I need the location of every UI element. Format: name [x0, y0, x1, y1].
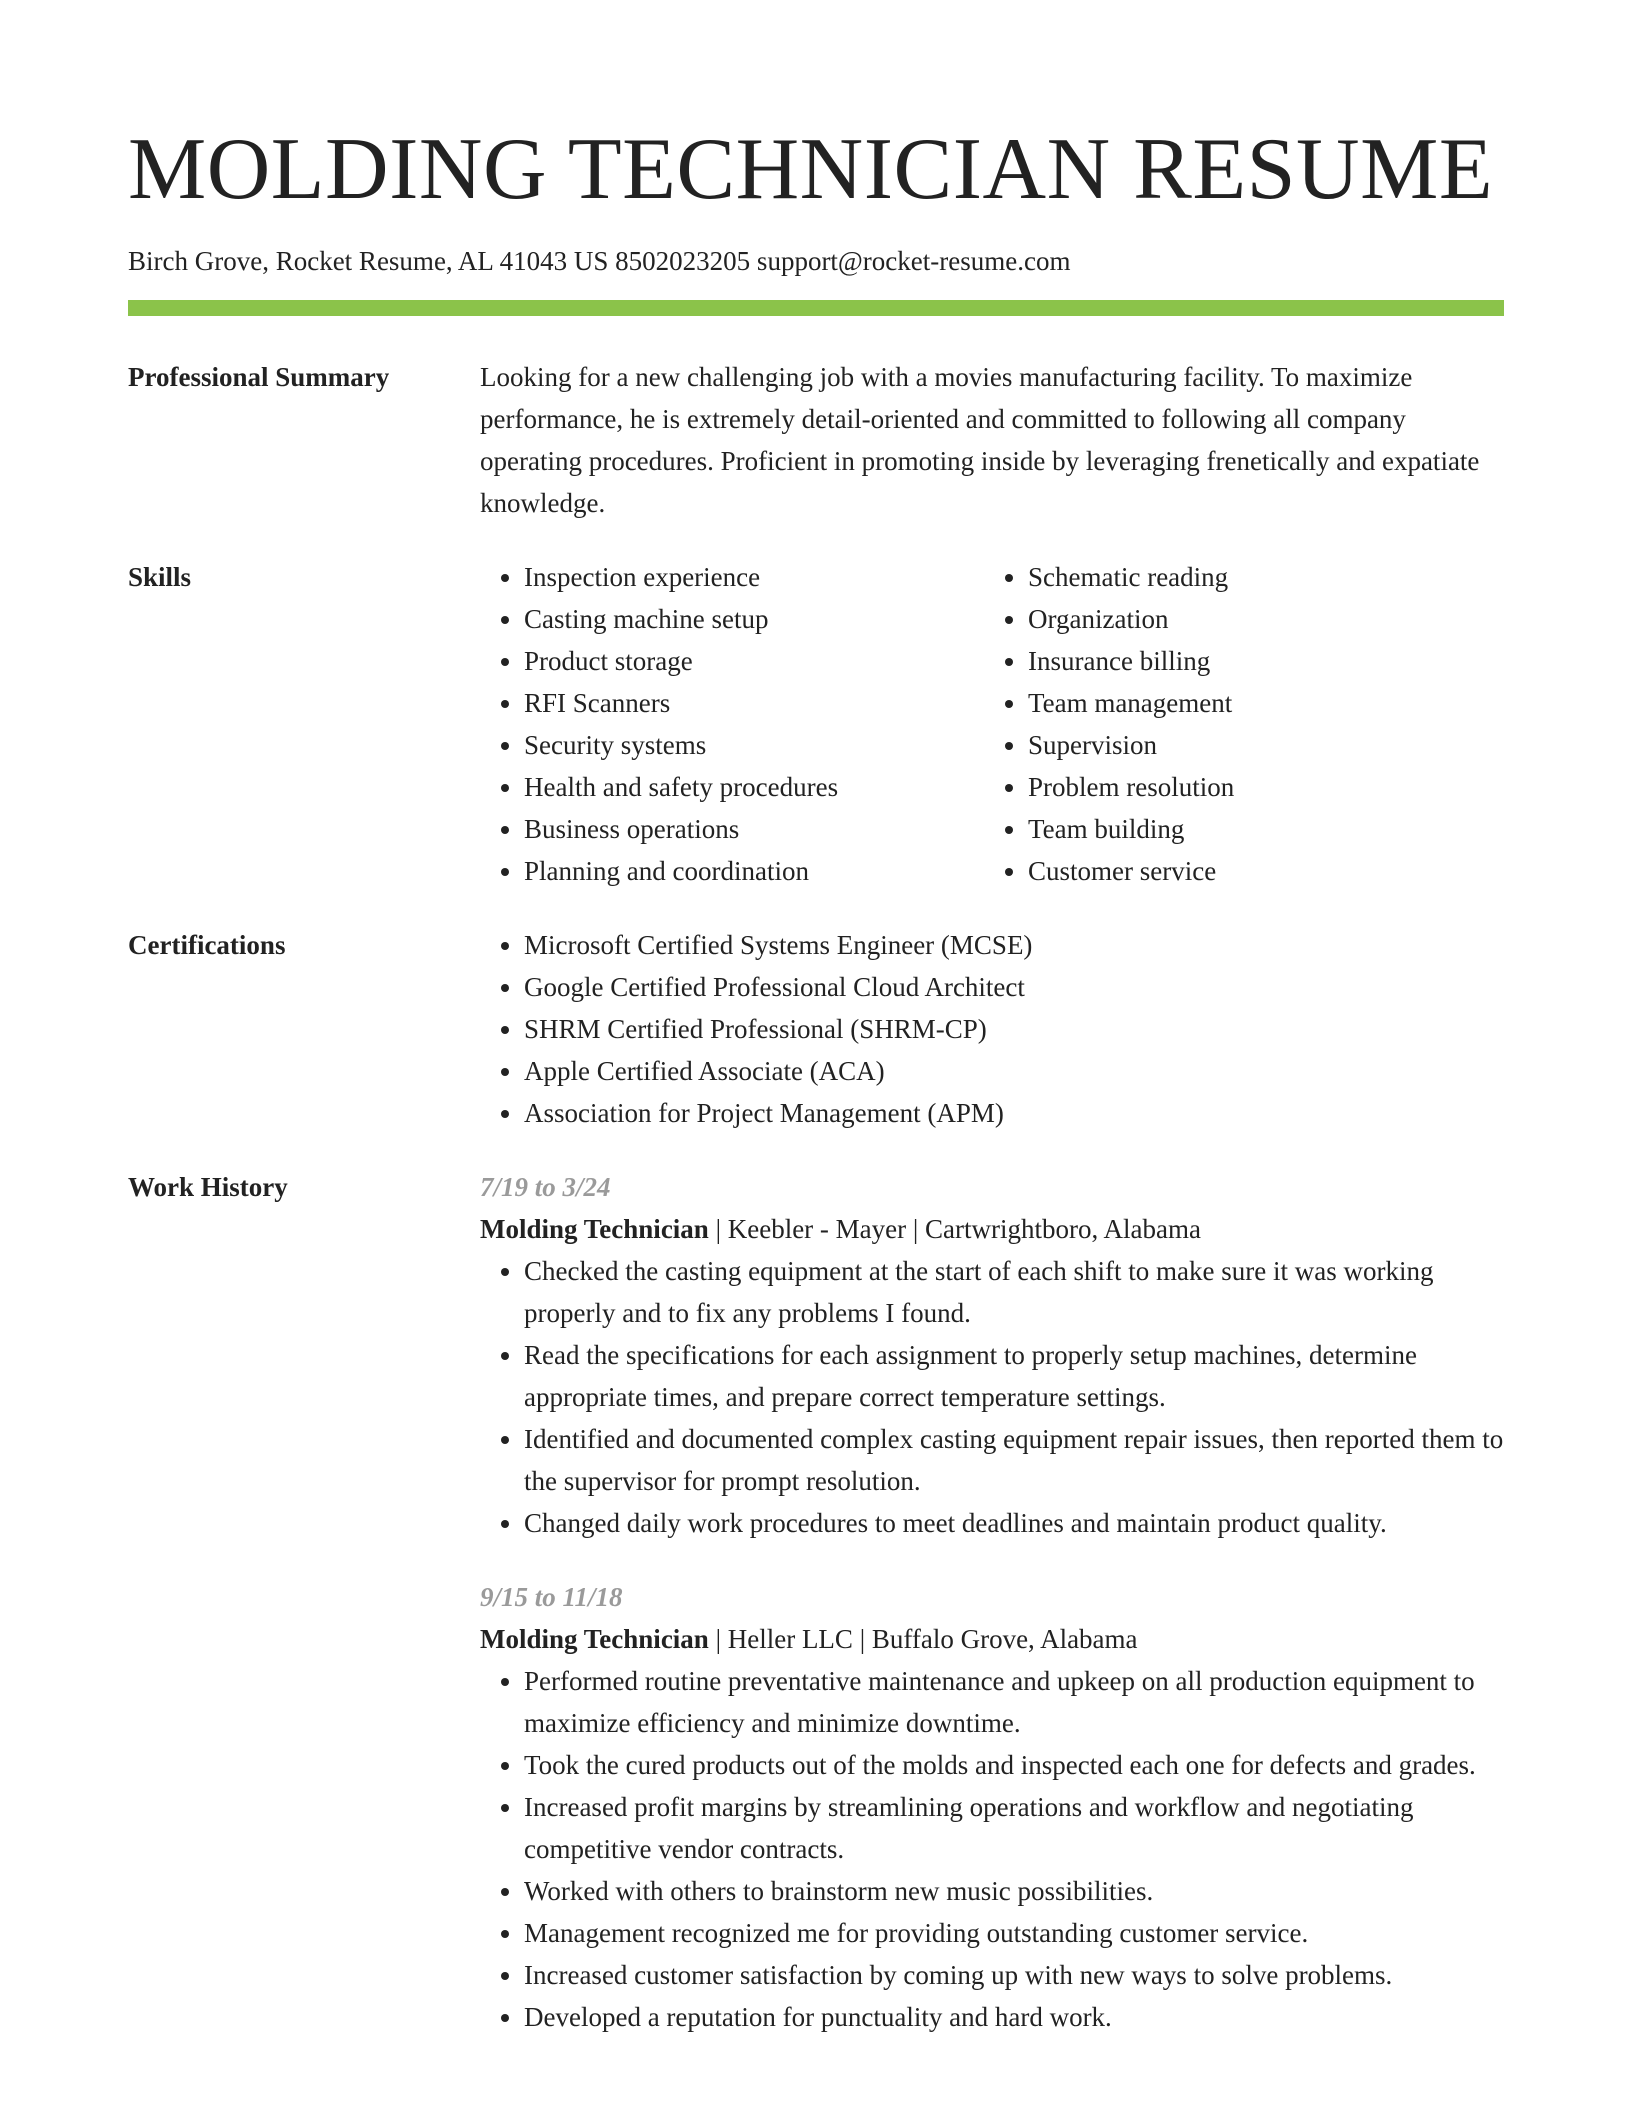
list-item: • Checked the casting equipment at the start of each shift to make sure it was working properly and to fix any problems I found.: [524, 1250, 1504, 1334]
list-item: • Developed a reputation for punctuality and hard work.: [524, 1996, 1504, 2038]
list-item: • Team management: [1028, 682, 1532, 724]
list-item: • Business operations: [524, 808, 984, 850]
list-item: • RFI Scanners: [524, 682, 984, 724]
resume-title: MOLDING TECHNICIAN RESUME: [128, 121, 1494, 218]
list-item: • Increased customer satisfaction by coming up with new ways to solve problems.: [524, 1954, 1504, 1996]
accent-divider: [128, 300, 1504, 316]
job-bullet-list: [480, 1250, 1504, 1544]
list-item: • Product storage: [524, 640, 984, 682]
list-item: • Problem resolution: [1028, 766, 1532, 808]
list-item: • Team building: [1028, 808, 1532, 850]
list-item: • Association for Project Management (APM): [524, 1092, 1504, 1134]
list-item: • Took the cured products out of the molds and inspected each one for defects and grades.: [524, 1744, 1504, 1786]
skills-columns: [480, 556, 1532, 892]
work-history-body: [480, 1166, 1504, 2038]
skills-label: Skills: [128, 562, 192, 592]
job-heading: [480, 1618, 1504, 1660]
list-item: • Worked with others to brainstorm new music possibilities.: [524, 1870, 1504, 1912]
job-title: Molding Technician: [480, 1624, 709, 1654]
skills-list-left: [480, 556, 984, 892]
list-item: • Microsoft Certified Systems Engineer (MCSE): [524, 924, 1504, 966]
skills-section: [128, 556, 1504, 892]
certifications-list: [480, 924, 1504, 1134]
job-title: Molding Technician: [480, 1214, 709, 1244]
work-history-label: Work History: [128, 1172, 288, 1202]
list-item: • Performed routine preventative maintenance and upkeep on all production equipment to maximize efficiency and minimize downtime.: [524, 1660, 1504, 1744]
list-item: • Casting machine setup: [524, 598, 984, 640]
summary-text: Looking for a new challenging job with a movies manufacturing facility. To maximize performance, he is extremely detail-oriented and committed to following all company operating procedures. Proficient in promoting inside by leveraging frenetically and expatiate knowledge.: [480, 362, 1480, 518]
job-dates: 7/19 to 3/24: [480, 1172, 611, 1202]
list-item: • Read the specifications for each assignment to properly setup machines, determine appropriate times, and prepare correct temperature settings.: [524, 1334, 1504, 1418]
resume-page: [128, 0, 1504, 2038]
job-employer-location: | Heller LLC | Buffalo Grove, Alabama: [708, 1624, 1138, 1654]
skills-body: [480, 556, 1532, 892]
job-bullet-list: [480, 1660, 1504, 2038]
list-item: • Management recognized me for providing outstanding customer service.: [524, 1912, 1504, 1954]
list-item: • Inspection experience: [524, 556, 984, 598]
certifications-body: [480, 924, 1504, 1134]
list-item: • Insurance billing: [1028, 640, 1532, 682]
work-history-section: [128, 1166, 1504, 2038]
list-item: • Google Certified Professional Cloud Architect: [524, 966, 1504, 1008]
certifications-section: [128, 924, 1504, 1134]
contact-line: Birch Grove, Rocket Resume, AL 41043 US 8502023205 support@rocket-resume.com: [128, 246, 1071, 276]
list-item: • Changed daily work procedures to meet deadlines and maintain product quality.: [524, 1502, 1504, 1544]
list-item: • Identified and documented complex casting equipment repair issues, then reported them to the supervisor for prompt resolution.: [524, 1418, 1504, 1502]
summary-label: Professional Summary: [128, 362, 390, 392]
job-employer-location: | Keebler - Mayer | Cartwrightboro, Alabama: [708, 1214, 1201, 1244]
job-entry: [480, 1576, 1504, 2038]
summary-section: [128, 356, 1504, 524]
list-item: • Health and safety procedures: [524, 766, 984, 808]
job-entry: [480, 1166, 1504, 1544]
list-item: • Schematic reading: [1028, 556, 1532, 598]
skills-list-right: [984, 556, 1532, 892]
summary-body: [480, 356, 1504, 524]
list-item: • SHRM Certified Professional (SHRM-CP): [524, 1008, 1504, 1050]
job-dates: 9/15 to 11/18: [480, 1582, 623, 1612]
list-item: • Organization: [1028, 598, 1532, 640]
list-item: • Customer service: [1028, 850, 1532, 892]
list-item: • Security systems: [524, 724, 984, 766]
certifications-label: Certifications: [128, 930, 286, 960]
list-item: • Apple Certified Associate (ACA): [524, 1050, 1504, 1092]
list-item: • Planning and coordination: [524, 850, 984, 892]
list-item: • Supervision: [1028, 724, 1532, 766]
job-heading: [480, 1208, 1504, 1250]
list-item: • Increased profit margins by streamlining operations and workflow and negotiating competitive vendor contracts.: [524, 1786, 1504, 1870]
